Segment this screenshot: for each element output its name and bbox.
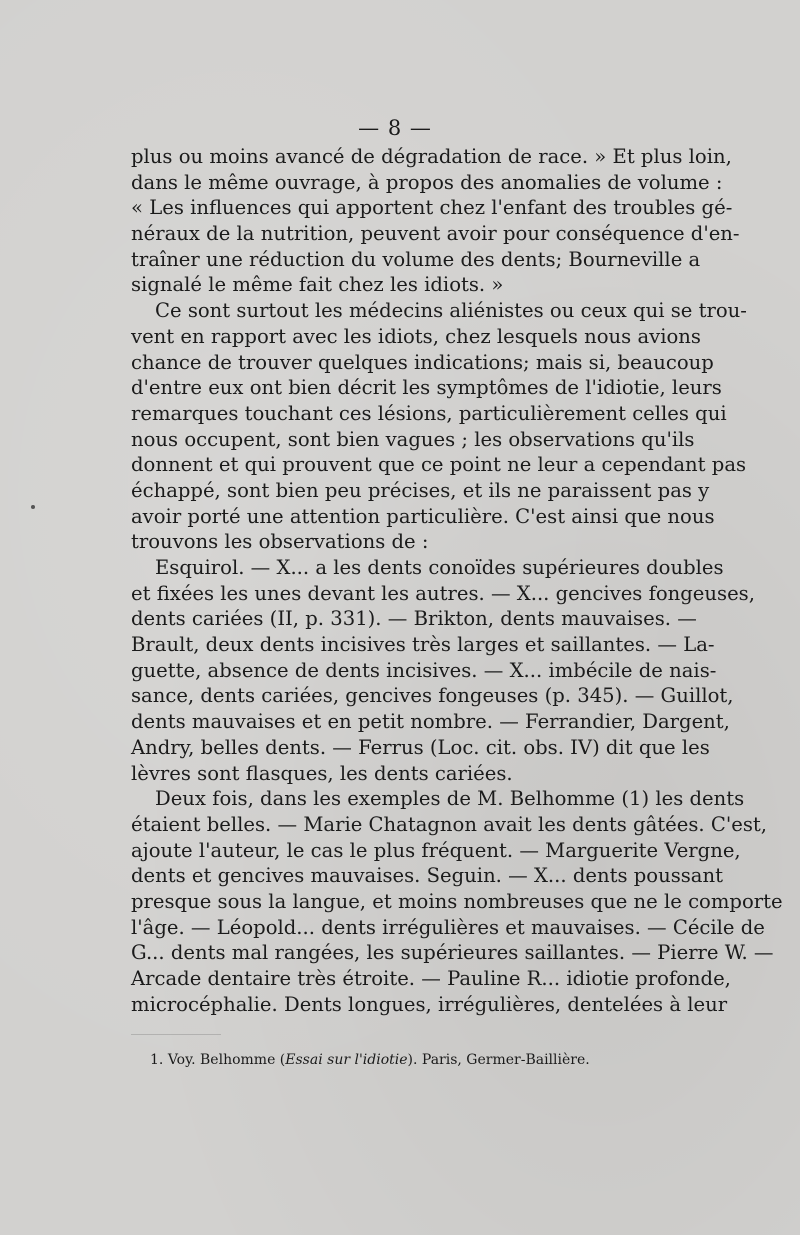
- text-line: plus ou moins avancé de dégradation de race. » Et plus loin,: [131, 145, 732, 168]
- text-line: d'entre eux ont bien décrit les symptômes de l'idiotie, leurs: [131, 376, 722, 400]
- text-line: donnent et qui prouvent que ce point ne leur a cependant pas: [131, 453, 747, 477]
- text-line: dents et gencives mauvaises. Seguin. — X... dents poussant: [131, 864, 723, 888]
- body-text: [131, 144, 783, 1017]
- text-line: microcéphalie. Dents longues, irrégulières, dentelées à leur: [131, 992, 728, 1016]
- text-line: « Les influences qui apportent chez l'enfant des troubles gé-: [131, 196, 733, 220]
- text-line: l'âge. — Léopold... dents irrégulières et mauvaises. — Cécile de: [131, 915, 765, 939]
- footnote-title: Essai sur l'idiotie: [285, 1052, 408, 1068]
- text-line: étaient belles. — Marie Chatagnon avait les dents gâtées. C'est,: [131, 812, 767, 836]
- text-line: chance de trouver quelques indications; mais si, beaucoup: [131, 350, 714, 374]
- text-line: G... dents mal rangées, les supérieures saillantes. — Pierre W. —: [131, 941, 774, 965]
- text-line: dents cariées (II, p. 331). — Brikton, dents mauvaises. —: [131, 607, 697, 631]
- text-line: nous occupent, sont bien vagues ; les observations qu'ils: [131, 427, 695, 451]
- text-line: avoir porté une attention particulière. C'est ainsi que nous: [131, 504, 715, 528]
- text-line: Esquirol. — X... a les dents conoïdes supérieures doubles: [155, 556, 724, 579]
- text-line: Deux fois, dans les exemples de M. Belhomme (1) les dents: [155, 787, 745, 811]
- text-line: presque sous la langue, et moins nombreuses que ne le comporte: [131, 889, 783, 913]
- page-number: — 8 —: [358, 116, 432, 140]
- text-line: signalé le même fait chez les idiots. »: [131, 273, 504, 297]
- text-line: trouvons les observations de :: [131, 530, 429, 554]
- text-line: et fixées les unes devant les autres. — X... gencives fongeuses,: [131, 581, 755, 605]
- text-line: Arcade dentaire très étroite. — Pauline R... idiotie profonde,: [131, 967, 731, 990]
- text-line: lèvres sont flasques, les dents cariées.: [131, 761, 513, 785]
- text-line: échappé, sont bien peu précises, et ils ne paraissent pas y: [131, 478, 710, 502]
- ink-speck: [31, 505, 35, 509]
- text-line: ajoute l'auteur, le cas le plus fréquent. — Marguerite Vergne,: [131, 838, 741, 862]
- footnote: [150, 1052, 590, 1068]
- footnote-prefix: Voy. Belhomme (: [167, 1052, 286, 1068]
- text-line: dans le même ouvrage, à propos des anomalies de volume :: [131, 170, 723, 194]
- text-line: sance, dents cariées, gencives fongeuses (p. 345). — Guillot,: [131, 684, 734, 708]
- text-line: traîner une réduction du volume des dents; Bourneville a: [131, 247, 701, 271]
- text-line: Brault, deux dents incisives très larges et saillantes. — La-: [131, 633, 715, 657]
- text-line: vent en rapport avec les idiots, chez lesquels nous avions: [131, 324, 701, 348]
- footnote-number: 1.: [150, 1052, 164, 1068]
- text-line: Ce sont surtout les médecins aliénistes ou ceux qui se trou-: [155, 299, 747, 323]
- text-line: néraux de la nutrition, peuvent avoir pour conséquence d'en-: [131, 222, 740, 246]
- text-line: dents mauvaises et en petit nombre. — Ferrandier, Dargent,: [131, 710, 730, 734]
- footnote-suffix: ). Paris, Germer-Baillière.: [407, 1052, 590, 1068]
- text-line: Andry, belles dents. — Ferrus (Loc. cit. obs. IV) dit que les: [131, 735, 710, 759]
- footnote-divider: [131, 1034, 221, 1035]
- text-line: remarques touchant ces lésions, particulièrement celles qui: [131, 401, 727, 425]
- text-line: guette, absence de dents incisives. — X... imbécile de nais-: [131, 658, 717, 682]
